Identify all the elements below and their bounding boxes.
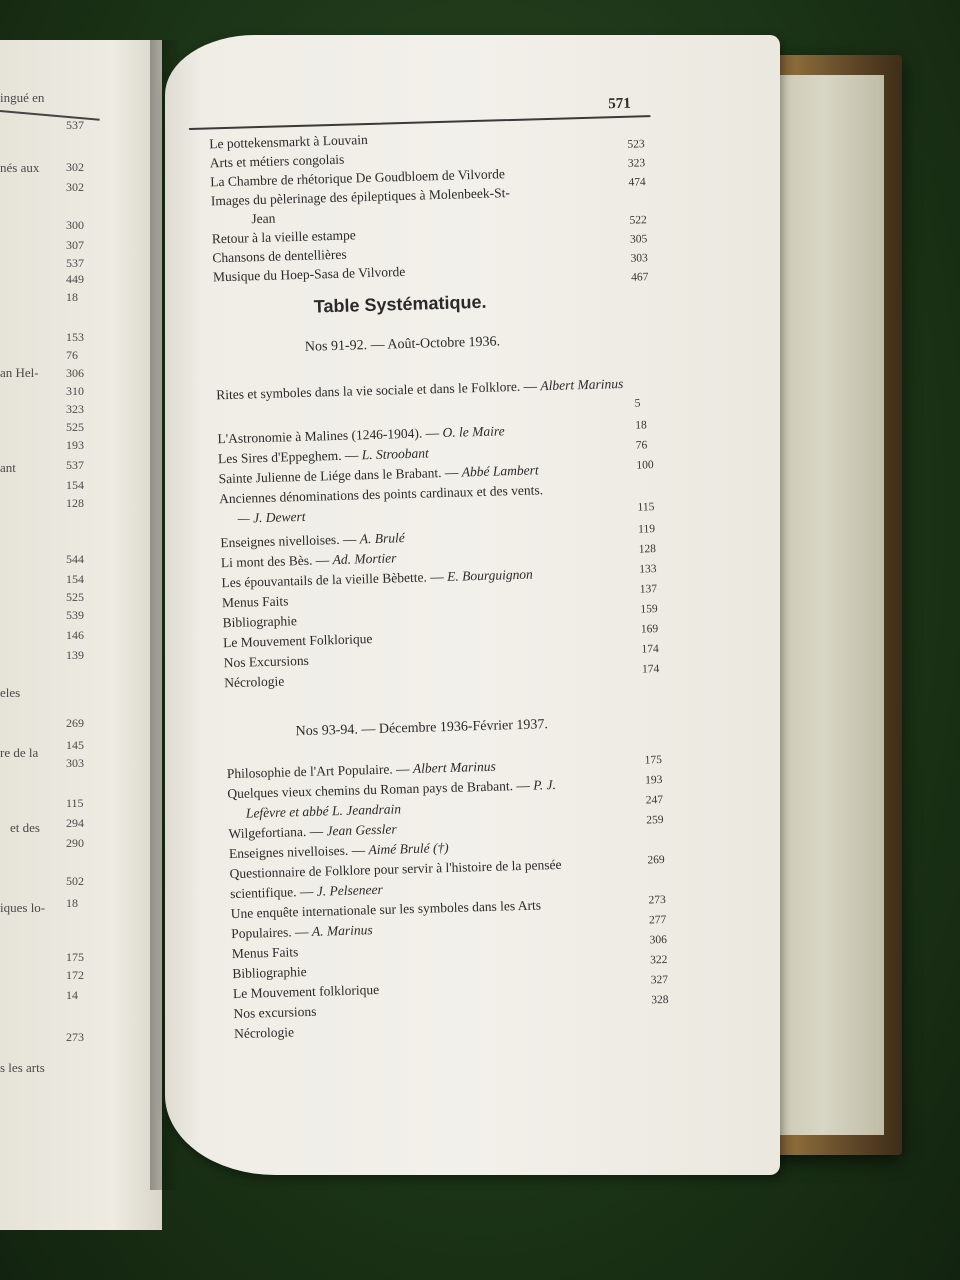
page-ref: 323 xyxy=(627,157,646,170)
left-page-number: 294 xyxy=(66,816,84,830)
entry-title: Nécrologie xyxy=(233,1024,295,1042)
toc-entry: Chansons de dentellières xyxy=(212,246,347,266)
left-page-number: 154 xyxy=(66,572,84,586)
toc-entry xyxy=(216,373,656,405)
entry-title: Les Sires d'Eppeghem. — xyxy=(217,447,362,467)
page-ref: 322 xyxy=(650,953,668,967)
entry-title: Enseignes nivelloises. — xyxy=(220,531,361,551)
page-ref: 174 xyxy=(641,643,659,656)
left-page-text: eles xyxy=(0,685,21,700)
entry-author: Abbé Lambert xyxy=(461,462,539,480)
page-ref: 474 xyxy=(628,176,646,189)
page-ref: 174 xyxy=(641,663,660,676)
entry-title: Nos excursions xyxy=(233,1003,317,1022)
entry-author: A. Marinus xyxy=(311,922,373,939)
entry-title: Le Mouvement folklorique xyxy=(232,982,380,1002)
left-page-number: 537 xyxy=(66,458,84,472)
entry-title: Bibliographie xyxy=(232,964,307,982)
entry-author: A. Brulé xyxy=(359,530,405,547)
page-ref: 119 xyxy=(638,523,656,536)
entry-title: Rites et symboles dans la vie sociale et dans le Folklore. — xyxy=(216,378,541,403)
page-ref: 137 xyxy=(639,583,658,596)
page-ref: 76 xyxy=(635,439,648,452)
entry-author: Aimé Brulé (†) xyxy=(368,840,449,858)
page-ref: 259 xyxy=(646,814,664,827)
left-page-number: 14 xyxy=(66,988,78,1002)
entry-author: L. Stroobant xyxy=(361,445,429,463)
entry-title: Menus Faits xyxy=(231,944,299,962)
left-page xyxy=(0,40,162,1230)
entry-title: Nos Excursions xyxy=(223,652,310,671)
left-page-text: nés aux xyxy=(0,160,40,175)
left-page-text: ant xyxy=(0,460,16,475)
left-page-number: 302 xyxy=(66,160,84,174)
entry-title: scientifique. — xyxy=(229,883,317,902)
page-ref: 522 xyxy=(629,214,647,227)
page-ref: 128 xyxy=(638,543,657,556)
page-ref: 115 xyxy=(637,501,655,514)
left-page-number: 115 xyxy=(66,796,84,810)
left-page-rule xyxy=(0,110,100,121)
left-page-text: re de la xyxy=(0,745,39,760)
left-page-number: 537 xyxy=(66,256,84,270)
page-ref: 133 xyxy=(639,563,657,576)
left-page-number: 303 xyxy=(66,756,84,770)
left-page-number: 310 xyxy=(66,384,84,398)
page-ref: 467 xyxy=(630,271,649,284)
section-heading: Table Systématique. xyxy=(313,291,487,317)
entry-author: O. le Maire xyxy=(442,423,505,441)
toc-entry: Arts et métiers congolais xyxy=(209,151,345,171)
entry-title: Les épouvantails de la vieille Bèbette. — xyxy=(221,568,448,591)
page-ref: 269 xyxy=(647,853,665,867)
entry-title: Une enquête internationale sur les symboles dans les Arts xyxy=(230,897,542,922)
toc-entry: Le pottekensmarkt à Louvain xyxy=(209,131,368,152)
left-page-number: 146 xyxy=(66,628,84,642)
entry-author: Albert Marinus xyxy=(412,758,496,776)
left-page-number: 449 xyxy=(66,272,84,286)
entry-title: Le Mouvement Folklorique xyxy=(222,631,373,651)
entry-author: — J. Dewert xyxy=(237,508,306,526)
entry-author: E. Bourguignon xyxy=(446,566,534,584)
page-content xyxy=(188,87,686,1100)
left-page-number: 193 xyxy=(66,438,84,452)
left-page-number: 18 xyxy=(66,290,78,304)
entry-author: Lefèvre et abbé L. Jeandrain xyxy=(245,801,402,821)
entry-title: Questionnaire de Folklore pour servir à l'histoire de la pensée xyxy=(229,856,562,882)
page-ref: 523 xyxy=(627,138,645,151)
page-ref: 327 xyxy=(650,973,669,987)
page-ref: 175 xyxy=(644,754,663,767)
left-page-number: 172 xyxy=(66,968,84,982)
page-number: 571 xyxy=(608,95,631,113)
left-page-number: 76 xyxy=(66,348,78,362)
left-page-number: 537 xyxy=(66,118,84,132)
page-ref: 193 xyxy=(645,774,663,787)
page-ref: 5 xyxy=(634,397,641,410)
left-page-number: 153 xyxy=(66,330,84,344)
left-page-number: 525 xyxy=(66,420,84,434)
entry-title: Li mont des Bès. — xyxy=(220,552,333,571)
left-page-number: 269 xyxy=(66,716,84,730)
entry-author: P. J. xyxy=(533,776,557,793)
page-ref: 247 xyxy=(645,794,664,807)
toc-entry: Jean xyxy=(251,210,276,227)
entry-title: Wilgefortiana. — xyxy=(228,823,327,842)
left-page-number: 145 xyxy=(66,738,84,752)
left-page-number: 323 xyxy=(66,402,84,416)
toc-entry: Musique du Hoep-Sasa de Vilvorde xyxy=(212,264,406,285)
page-ref: 277 xyxy=(648,913,667,927)
entry-title: Anciennes dénominations des points cardinaux et des vents. xyxy=(218,482,544,507)
left-page-number: 306 xyxy=(66,366,84,380)
page-ref: 305 xyxy=(629,233,648,246)
toc-entry: La Chambre de rhétorique De Goudbloem de Vilvorde xyxy=(210,166,506,190)
toc-entry: Images du pèlerinage des épileptiques à Molenbeek-St- xyxy=(210,185,511,209)
entry-title: Nécrologie xyxy=(224,673,285,691)
left-page-number: 307 xyxy=(66,238,84,252)
left-page-text: s les arts xyxy=(0,1060,45,1075)
left-page-text: et des xyxy=(10,820,40,835)
page-ref: 306 xyxy=(649,933,668,947)
left-page-number: 175 xyxy=(66,950,84,964)
issue-heading-2: Nos 93-94. — Décembre 1936-Février 1937. xyxy=(295,717,549,740)
entry-author: J. Pelseneer xyxy=(316,881,383,899)
entry-author: Ad. Mortier xyxy=(332,550,397,568)
page-ref: 273 xyxy=(648,893,666,907)
left-page-text: ingué en xyxy=(0,90,45,105)
entry-title: Philosophie de l'Art Populaire. — xyxy=(226,760,414,782)
entry-title: Populaires. — xyxy=(231,923,313,942)
left-page-number: 273 xyxy=(66,1030,84,1044)
left-page-number: 300 xyxy=(66,218,84,232)
entry-title: Quelques vieux chemins du Roman pays de Brabant. — xyxy=(227,777,534,802)
left-page-text: an Hel- xyxy=(0,365,39,380)
left-page-number: 302 xyxy=(66,180,84,194)
page-ref: 303 xyxy=(630,252,649,265)
entry-title: Sainte Julienne de Liége dans le Brabant. — xyxy=(218,464,463,487)
entry-title: Enseignes nivelloises. — xyxy=(228,842,369,862)
left-page-text: iques lo- xyxy=(0,900,46,915)
left-page-number: 539 xyxy=(66,608,84,622)
left-page-number: 18 xyxy=(66,896,78,910)
page-ref: 328 xyxy=(651,993,669,1007)
left-page-number: 154 xyxy=(66,478,84,492)
left-page-number: 139 xyxy=(66,648,84,662)
entry-author: Albert Marinus xyxy=(540,375,624,394)
left-page-number: 128 xyxy=(66,496,84,510)
left-page-number: 544 xyxy=(66,552,84,566)
page-ref: 18 xyxy=(635,419,647,432)
toc-entry: Retour à la vieille estampe xyxy=(211,227,356,247)
page-ref: 169 xyxy=(640,623,659,636)
endpaper xyxy=(762,75,884,1135)
entry-author: Jean Gessler xyxy=(326,821,397,839)
page-ref: 159 xyxy=(640,603,658,616)
issue-heading-1: Nos 91-92. — Août-Octobre 1936. xyxy=(304,334,501,355)
left-page-number: 290 xyxy=(66,836,84,850)
entry-title: Menus Faits xyxy=(221,593,289,611)
page-ref: 100 xyxy=(636,459,654,472)
entry-title: L'Astronomie à Malines (1246-1904). — xyxy=(217,425,443,447)
left-page-number: 525 xyxy=(66,590,84,604)
left-page-number: 502 xyxy=(66,874,84,888)
entry-title: Bibliographie xyxy=(222,613,298,631)
